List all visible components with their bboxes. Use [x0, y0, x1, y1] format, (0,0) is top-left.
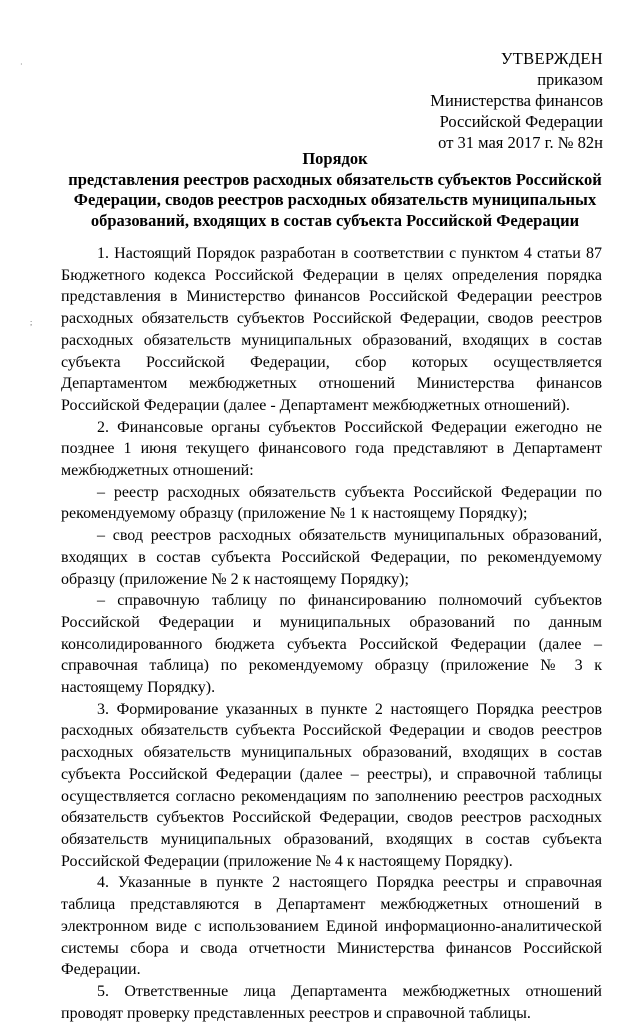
document-title: [40, 149, 630, 231]
title-line: образований, входящих в состав субъекта Российской Федерации: [90, 210, 580, 230]
paragraph-1: 1. Настоящий Порядок разработан в соответствии с пунктом 4 статьи 87 Бюджетного кодекса Российской Федерации в целях определения порядка представления в Министерство финансов Российской Федерации реестров расходных обязательств субъектов Российской Федерации, сводов реестров расходных обязательств муниципальных образований, входящих в состав субъекта Российской Федерации, сбор которых осуществляется Департаментом межбюджетных отношений Министерства финансов Российской Федерации (далее - Департамент межбюджетных отношений).: [61, 245, 602, 414]
title-line: Порядок: [302, 149, 368, 168]
approval-order: приказом: [537, 70, 603, 89]
approval-ministry: Министерства финансов: [430, 91, 603, 110]
approval-country: Российской Федерации: [439, 112, 603, 131]
title-line: представления реестров расходных обязательств субъектов Российской: [68, 169, 602, 189]
paragraph-5: 5. Ответственные лица Департамента межбюджетных отношений проводят проверку представленных реестров и справочной таблицы.: [61, 982, 602, 1022]
paragraph-2: 2. Финансовые органы субъектов Российской Федерации ежегодно не позднее 1 июня текущего финансового года представляют в Департамент межбюджетных отношений:: [61, 418, 602, 480]
list-item-registry-summary: – свод реестров расходных обязательств муниципальных образований, входящих в состав субъекта Российской Федерации, по рекомендуемому образцу (приложение № 2 к настоящему Порядку);: [61, 527, 602, 588]
approval-stamp: [430, 48, 603, 153]
paragraph-4: 4. Указанные в пункте 2 настоящего Порядка реестры и справочная таблица представляются в Департамент межбюджетных отношений в электронном виде с использованием Единой информационно-аналитической системы сбора и свода отчетности Министерства финансов Российской Федерации.: [61, 874, 602, 979]
scan-speck: ·: [20, 60, 23, 69]
title-line: Федерации, сводов реестров расходных обязательств муниципальных: [73, 190, 597, 209]
list-item-reference-table: – справочную таблицу по финансированию полномочий субъектов Российской Федерации и муниципальных образований по данным консолидированного бюджета субъекта Российской Федерации (далее – справочная таблица) по рекомендуемому образцу (приложение № 3 к настоящему Порядку).: [61, 592, 602, 697]
list-item-registry: – реестр расходных обязательств субъекта Российской Федерации по рекомендуемому образцу (приложение № 1 к настоящему Порядку);: [61, 483, 602, 523]
approval-title: УТВЕРЖДЕН: [500, 49, 603, 68]
document-body: [61, 243, 602, 1024]
paragraph-3: 3. Формирование указанных в пункте 2 настоящего Порядка реестров расходных обязательств субъекта Российской Федерации и сводов реестров расходных обязательств муниципальных образований, входящих в состав субъекта Российской Федерации (далее – реестры), и справочной таблицы осуществляется согласно рекомендациям по заполнению реестров расходных обязательств субъектов Российской Федерации, сводов реестров расходных обязательств муниципальных образований, входящих в состав субъекта Российской Федерации (приложение № 4 к настоящему Порядку).: [61, 700, 602, 870]
approval-date: от 31 мая 2017 г. № 82н: [438, 133, 603, 152]
scan-speck: ;: [30, 318, 33, 327]
